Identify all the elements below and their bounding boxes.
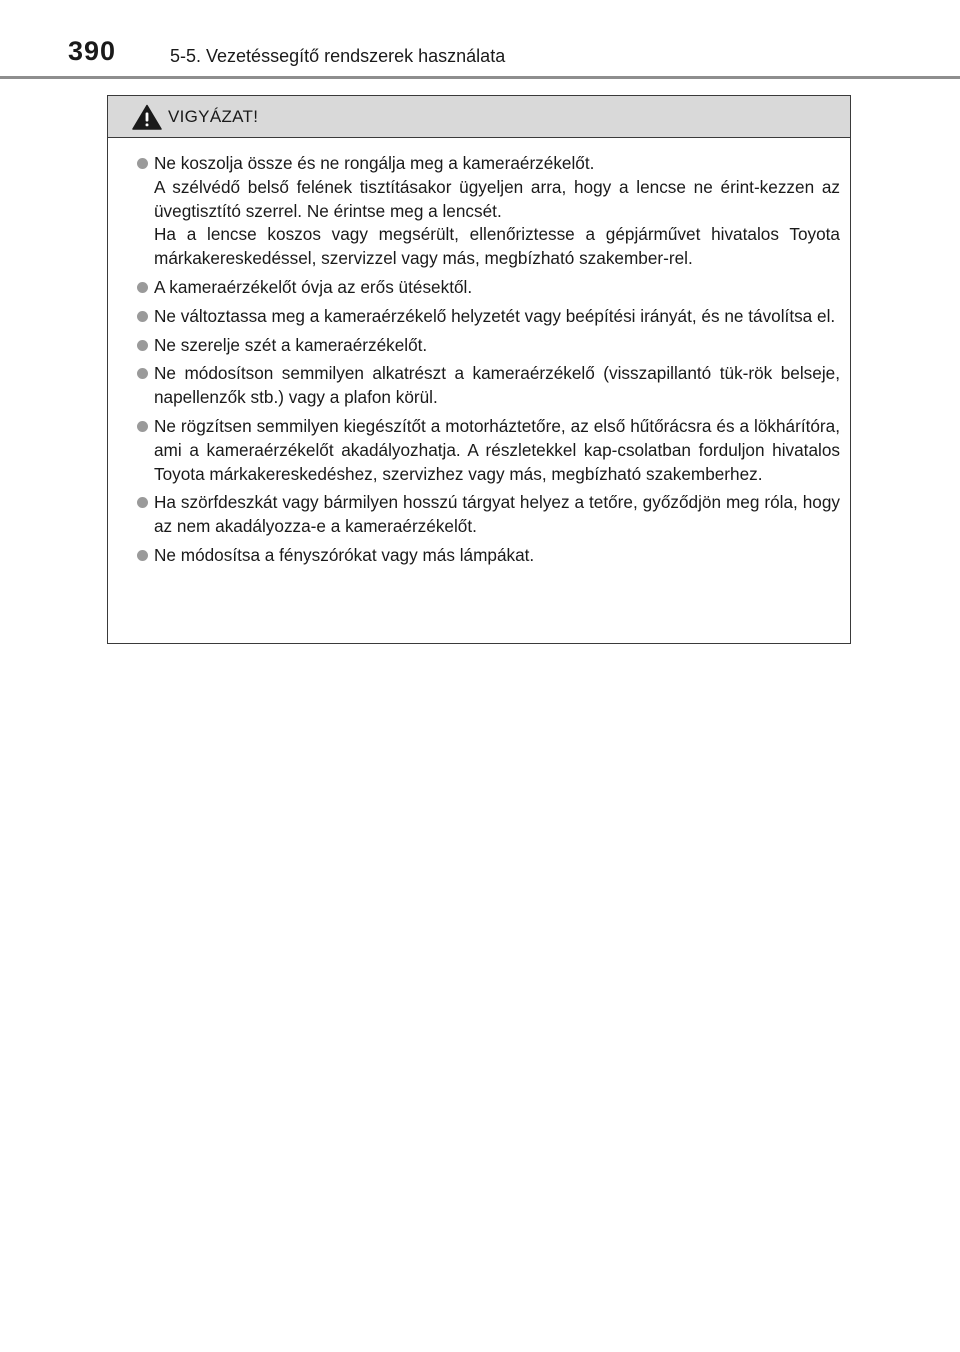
caution-item-text: Ha szörfdeszkát vagy bármilyen hosszú tárgyat helyez a tetőre, győződjön meg róla, hogy az nem akadályozza-e a kameraérzékelőt. (154, 492, 840, 537)
bullet-icon (137, 340, 148, 351)
bullet-icon (137, 311, 148, 322)
caution-item (137, 152, 840, 271)
bullet-icon (137, 497, 148, 508)
page-number: 390 (68, 36, 117, 66)
caution-list (108, 138, 850, 568)
caution-header (108, 96, 850, 138)
header-divider (0, 76, 960, 79)
page-header (0, 0, 960, 80)
caution-item (137, 415, 840, 486)
caution-item-text: Ne módosítsa a fényszórókat vagy más lámpákat. (154, 544, 535, 565)
caution-item (137, 334, 840, 358)
caution-item (137, 276, 840, 300)
caution-item-text: Ne szerelje szét a kameraérzékelőt. (154, 334, 428, 355)
caution-item (137, 544, 840, 568)
bullet-icon (137, 282, 148, 293)
caution-item-text: A kameraérzékelőt óvja az erős ütésektől. (154, 276, 473, 297)
warning-triangle-icon (132, 104, 162, 130)
bullet-icon (137, 421, 148, 432)
section-title: 5-5. Vezetéssegítő rendszerek használata (170, 46, 506, 66)
caution-item (137, 491, 840, 539)
bullet-icon (137, 550, 148, 561)
caution-title: VIGYÁZAT! (168, 107, 259, 126)
caution-item (137, 305, 840, 329)
caution-item-text: A szélvédő belső felének tisztításakor ügyeljen arra, hogy a lencse ne érint-kezzen az üvegtisztító szerrel. Ne érintse meg a lencsét. (154, 176, 840, 221)
bullet-icon (137, 368, 148, 379)
bullet-icon (137, 158, 148, 169)
caution-item-text: Ha a lencse koszos vagy megsérült, ellenőriztesse a gépjárművet hivatalos Toyota márkakereskedéssel, szervizzel vagy más, megbízható szakember-rel. (154, 224, 840, 269)
caution-item-text: Ne rögzítsen semmilyen kiegészítőt a motorháztetőre, az első hűtőrácsra és a lökhárítóra, ami a kameraérzékelőt akadályozhatja. A részletekkel kap-csolatban forduljon hivatalos Toyota márkakereskedéshez, szervizhez vagy más, megbízható szakemberhez. (154, 415, 840, 484)
caution-item (137, 362, 840, 410)
caution-item-text: Ne módosítson semmilyen alkatrészt a kameraérzékelő (visszapillantó tük-rök belseje, napellenzők stb.) vagy a plafon körül. (154, 363, 840, 408)
caution-box (107, 95, 851, 644)
caution-item-text: Ne változtassa meg a kameraérzékelő helyzetét vagy beépítési irányát, és ne távolítsa el. (154, 305, 836, 326)
caution-item-text: Ne koszolja össze és ne rongálja meg a kameraérzékelőt. (154, 153, 595, 173)
